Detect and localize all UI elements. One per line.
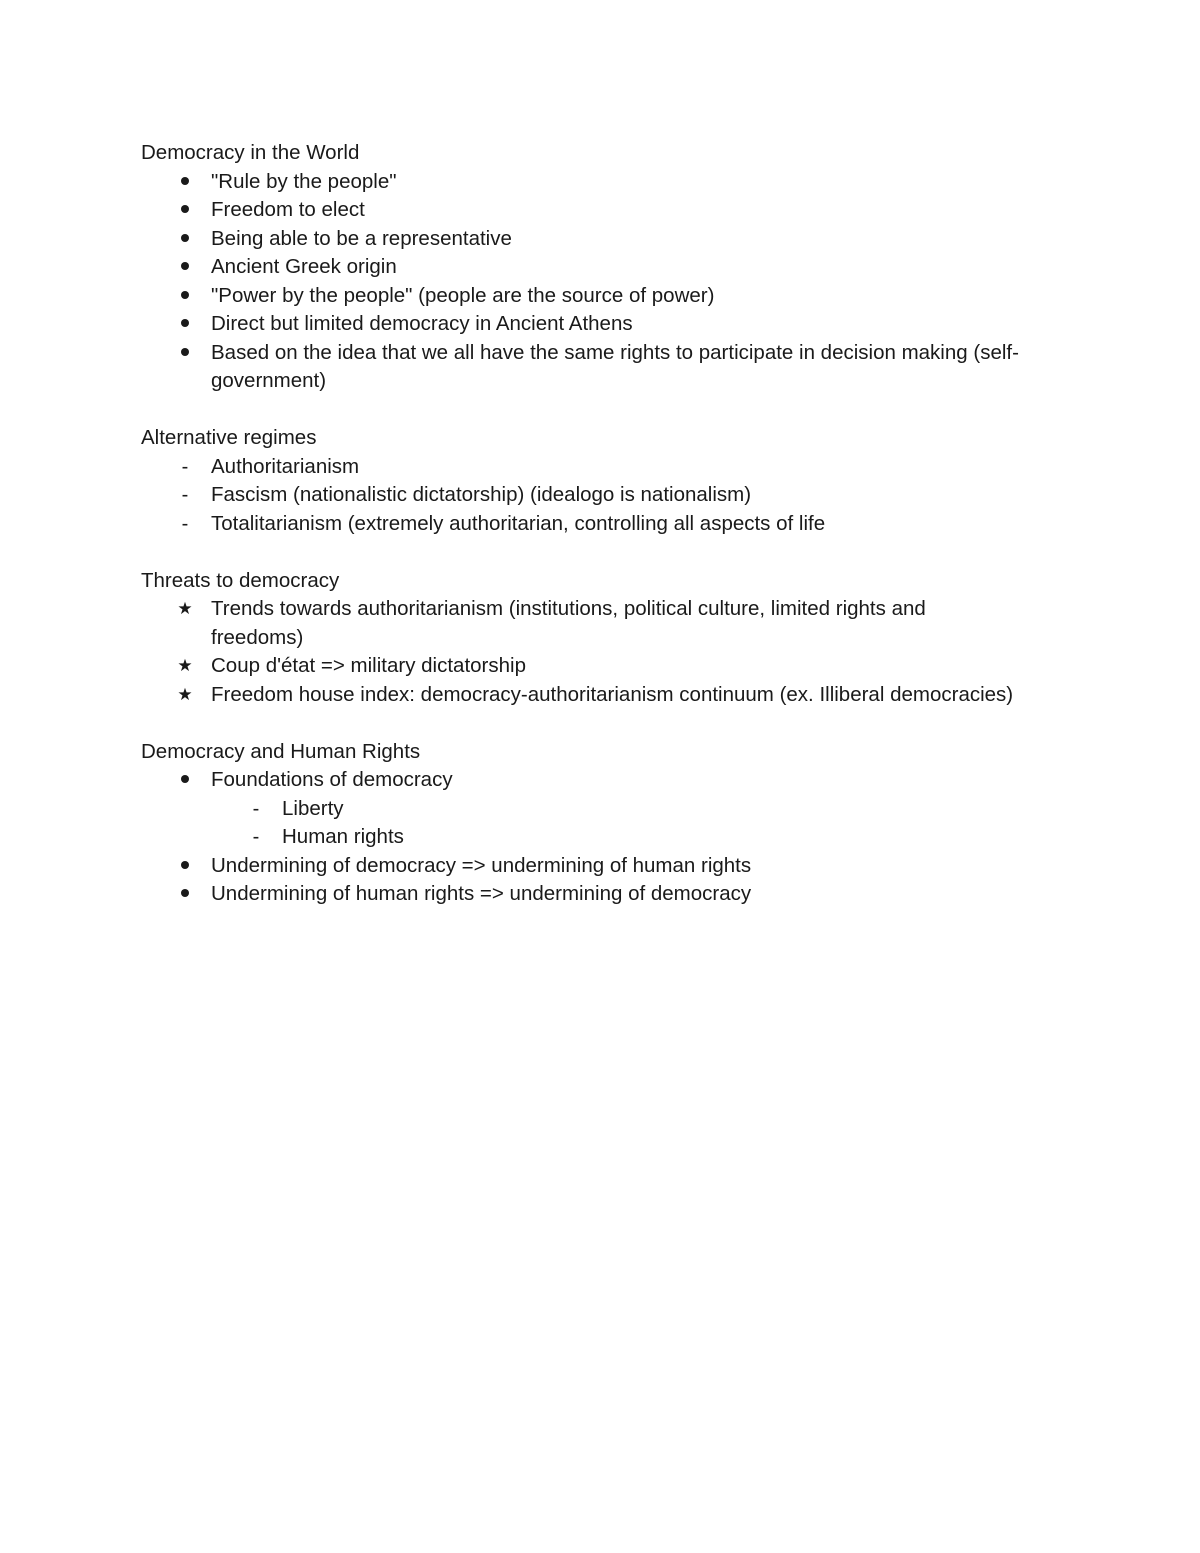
list-item [141, 339, 1101, 396]
list-item [141, 168, 1101, 197]
sub-list-item [141, 823, 1101, 852]
document-page [141, 139, 1101, 937]
dash-icon: - [181, 455, 189, 478]
list-item-text: Trends towards authoritarianism (institutions, political culture, limited rights and freedoms) [211, 597, 926, 649]
dash-icon: - [252, 797, 260, 820]
bullet-icon [175, 880, 195, 909]
list-item-text: Being able to be a representative [211, 226, 512, 250]
list-item-text: Freedom to elect [211, 198, 365, 221]
bullet-icon [175, 339, 195, 368]
section-threats-to-democracy [141, 567, 1101, 710]
star-icon: ★ [177, 599, 193, 619]
section-heading: Democracy and Human Rights [141, 739, 421, 763]
bullet-list [141, 766, 1101, 909]
list-item [141, 681, 1101, 710]
bullet-icon [175, 310, 195, 339]
list-item-text: "Power by the people" (people are the source of power) [211, 283, 715, 307]
list-item [141, 225, 1101, 254]
bullet-icon [175, 852, 195, 881]
dash-icon: - [181, 484, 189, 506]
list-item-text: Undermining of democracy => undermining of human rights [211, 853, 752, 877]
list-item-text: Ancient Greek origin [211, 255, 397, 278]
bullet-icon [175, 766, 195, 795]
sub-list-item [141, 795, 1101, 824]
list-item-text: "Rule by the people" [211, 169, 397, 193]
list-item-text: Undermining of human rights => undermining of democracy [211, 882, 752, 905]
bullet-icon [175, 196, 195, 225]
dash-icon: - [252, 826, 260, 848]
list-item-text: Based on the idea that we all have the same rights to participate in decision making (self-government) [211, 340, 1019, 392]
bullet-icon [175, 282, 195, 311]
list-item-text: Foundations of democracy [211, 768, 453, 791]
list-item [141, 253, 1101, 282]
bullet-icon [175, 168, 195, 197]
list-item [141, 196, 1101, 225]
section-heading: Alternative regimes [141, 426, 317, 449]
list-item [141, 595, 1101, 652]
list-item [141, 453, 1101, 482]
dash-list [141, 453, 1101, 539]
bullet-list [141, 168, 1101, 396]
list-item [141, 880, 1101, 909]
list-item-text: Coup d'état => military dictatorship [211, 654, 526, 677]
list-item [141, 510, 1101, 539]
star-icon: ★ [177, 684, 193, 705]
list-item [141, 852, 1101, 881]
list-item-text: Fascism (nationalistic dictatorship) (idealogo is nationalism) [211, 483, 752, 506]
list-item-text: Totalitarianism (extremely authoritarian, controlling all aspects of life [211, 511, 826, 535]
section-heading: Democracy in the World [141, 141, 360, 164]
section-democracy-and-human-rights [141, 738, 1101, 909]
list-item [141, 766, 1101, 795]
list-item [141, 481, 1101, 510]
list-item-text: Direct but limited democracy in Ancient Athens [211, 312, 633, 335]
bullet-icon [175, 253, 195, 282]
dash-icon: - [181, 512, 189, 535]
section-heading: Threats to democracy [141, 568, 340, 592]
list-item [141, 310, 1101, 339]
list-item-text: Freedom house index: democracy-authoritarianism continuum (ex. Illiberal democracies) [211, 682, 1014, 706]
section-alternative-regimes [141, 424, 1101, 538]
list-item-text: Authoritarianism [211, 454, 360, 478]
list-item [141, 282, 1101, 311]
section-democracy-in-the-world [141, 139, 1101, 396]
star-icon: ★ [177, 656, 193, 676]
list-item-text: Liberty [282, 796, 344, 820]
star-list [141, 595, 1101, 709]
list-item-text: Human rights [282, 825, 404, 848]
bullet-icon [175, 225, 195, 254]
list-item [141, 652, 1101, 681]
